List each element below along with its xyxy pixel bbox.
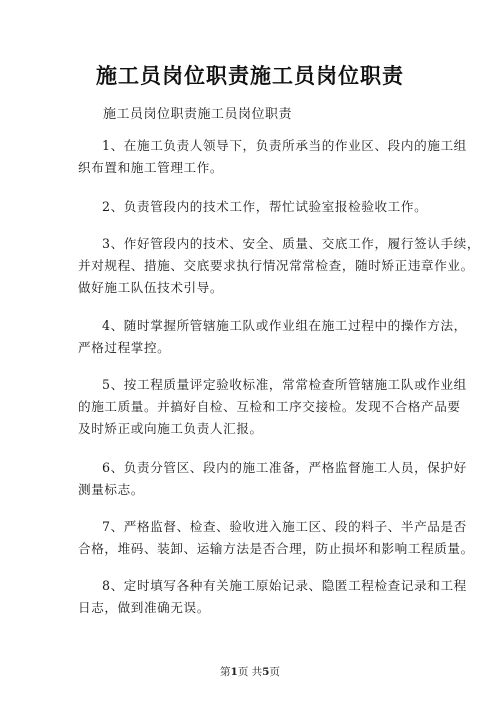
paragraph-3 xyxy=(78,233,481,299)
paragraph-line: 并对规程、措施、交底要求执行情况常常检查，随时矫正违章作业。 xyxy=(78,258,474,273)
paragraph-line: 2、负责管段内的技术工作，帮忙试验室报检验收工作。 xyxy=(102,199,428,214)
document-subtitle: 施工员岗位职责施工员岗位职责 xyxy=(103,107,293,122)
paragraph-1 xyxy=(78,135,467,179)
paragraph-line: 做好施工队伍技术引导。 xyxy=(78,280,224,295)
paragraph-5 xyxy=(78,374,467,440)
paragraph-line: 5、按工程质量评定验收标准，常常检查所管辖施工队或作业组 xyxy=(102,377,467,392)
paragraph-2 xyxy=(78,196,438,218)
paragraph-line: 合格，堆码、装卸、运输方法是否合理，防止损坏和影响工程质量。 xyxy=(78,541,474,556)
paragraph-line: 及时矫正或向施工负责人汇报。 xyxy=(78,421,263,436)
paragraph-4 xyxy=(78,315,467,359)
footer-total-pages: 5 xyxy=(262,666,270,678)
paragraph-line: 严格过程掌控。 xyxy=(78,340,171,355)
paragraph-6 xyxy=(78,457,467,501)
paragraph-line: 的施工质量。并搞好自检、互检和工序交接检。发现不合格产品要 xyxy=(78,399,461,414)
footer-current-page: 1 xyxy=(230,666,238,678)
paragraph-line: 8、定时填写各种有关施工原始记录、隐匿工程检查记录和工程 xyxy=(102,578,467,593)
paragraph-line: 4、随时掌握所管辖施工队或作业组在施工过程中的操作方法， xyxy=(102,318,467,333)
paragraph-8 xyxy=(78,575,467,619)
footer-suffix: 页 xyxy=(269,666,280,678)
paragraph-line: 织布置和施工管理工作。 xyxy=(78,160,224,175)
footer-prefix: 第 xyxy=(220,666,231,678)
paragraph-line: 1、在施工负责人领导下，负责所承当的作业区、段内的施工组 xyxy=(102,138,467,153)
paragraph-7 xyxy=(78,516,474,560)
page-title: 施工员岗位职责施工员岗位职责 xyxy=(96,63,404,88)
page-footer xyxy=(0,664,500,679)
paragraph-line: 测量标志。 xyxy=(78,482,144,497)
footer-middle: 页 共 xyxy=(237,666,263,678)
paragraph-line: 日志，做到准确无误。 xyxy=(78,600,210,615)
paragraph-line: 7、严格监督、检查、验收进入施工区、段的料子、半产品是否 xyxy=(102,519,467,534)
paragraph-line: 6、负责分管区、段内的施工准备，严格监督施工人员，保护好 xyxy=(102,460,467,475)
paragraph-line: 3、作好管段内的技术、安全、质量、交底工作，履行签认手续， xyxy=(102,236,481,251)
